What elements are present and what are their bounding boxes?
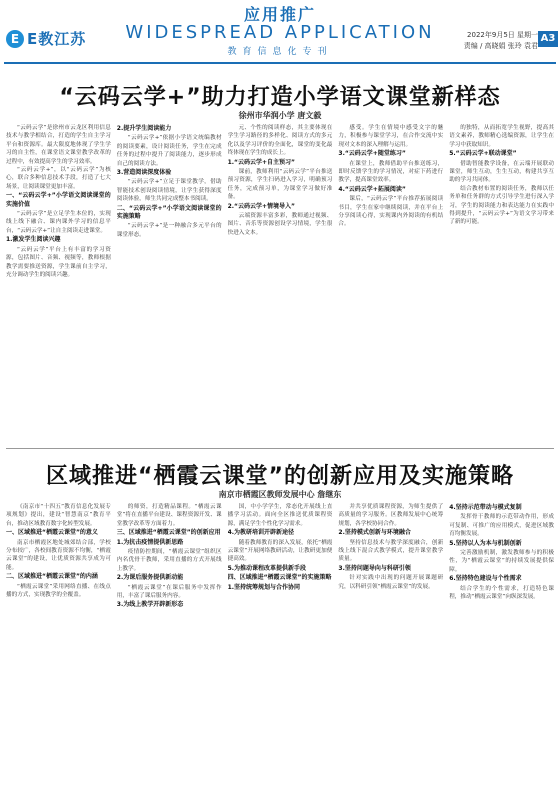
section-heading: 1.激发学生阅读兴趣 (6, 236, 61, 244)
section-heading: 5.坚持以人为本与机制创新 (449, 539, 522, 547)
section-heading: 一、“云码云学+”小学语文阅读课堂的实施价值 (6, 192, 111, 208)
section-heading: 2.坚持模式创新与环境融合 (338, 529, 411, 537)
paragraph: “栖霞云课堂”在课后服务中发挥作用，丰富了课后服务内容。 (116, 584, 222, 600)
paragraph: 坚持信息技术与教学深度融合，创新线上线下混合式教学模式，提升课堂教学质量。 (338, 539, 444, 563)
paragraph: 课后，“云码云学”平台推荐拓展阅读书目，学生在家中继续阅读，并在平台上分享阅读心得，实现课内外阅读的有机结合。 (338, 196, 444, 228)
paragraph: “云码云学”是立足学生本位的，实现线上线下融合、课内课外学习的信息平台，“云码云学+”让自主阅读走进课堂。 (6, 211, 111, 234)
section-heading: 2.提升学生阅读能力 (116, 125, 172, 132)
section-heading: 4.坚持示范带动与模式复制 (449, 504, 522, 511)
section-heading: 3.为线上教学开辟新形态 (116, 601, 184, 609)
section-heading: 一、区域推进“栖霞云课堂”的意义 (6, 529, 98, 537)
paragraph: “云码云学”平台上有丰富的学习资源，包括图片、音频、视频等，教师根据教学需要推送资源，学生课前自主学习，充分调动学生的阅读兴趣。 (6, 246, 111, 278)
paragraph: 课前，教师利用“云码云学”平台推送预习资源，学生扫码进入学习，明确预习任务，完成预习单，为课堂学习做好准备。 (227, 169, 333, 201)
article1-col (449, 124, 554, 442)
section-heading: 二、区域推进“栖霞云课堂”的内涵 (6, 573, 98, 581)
paragraph: 元、个性的阅读样态，其主要体现在学生学习路径的多样化、阅读方式的多元化以及学习评价的全面化，课堂的变化最终体现在学生的成长上。 (227, 125, 333, 157)
section-heading: 5.“云码云学+联动课堂” (449, 150, 517, 158)
header-rule (4, 62, 556, 64)
section-title: 应用推广 (243, 5, 316, 24)
article-divider (6, 448, 554, 449)
article2-col (6, 503, 111, 801)
section-heading: 4.为教研培训开辟新途径 (227, 529, 295, 537)
paragraph: 感受。学生在情境中感受文字的魅力，积极参与课堂学习，在合作交流中实现对文本的深入理解与运用。 (338, 125, 444, 148)
section-heading: 2.“云码云学+情境导入” (227, 202, 295, 210)
article1-col (338, 124, 443, 442)
paragraph: “云码云学+”是一种融合多元平台的课堂形态。 (116, 223, 222, 238)
section-heading: 1.坚持统筹规划与合作协同 (227, 583, 301, 591)
paragraph: 并共享优质课程资源，为师生提供了高质量的学习服务。区教师发展中心统筹规划，各学校协同合作。 (338, 504, 444, 527)
paragraph: “栖霞云课堂”采用网络直播、在线点播的方式，实现教学的全覆盖。 (6, 583, 111, 599)
section-heading: 5.为推动课程改革提供新手段 (227, 564, 307, 572)
logo-icon: E (6, 30, 24, 48)
paragraph: 的师资，打造精品课程。“栖霞云课堂”将在直播平台建设、课程资源开发、课堂教学改革等方面着力。 (116, 504, 222, 527)
paragraph: 完善激励机制，激发教师参与的积极性，为“栖霞云课堂”的持续发展提供保障。 (449, 550, 554, 573)
article2-title: 区域推进“栖霞云课堂”的创新应用及实施策略 (46, 464, 514, 489)
paragraph: 疫情防控期间，“栖霞云课堂”组织区内名优骨干教师，采用直播的方式开展线上教学。 (116, 549, 222, 572)
article1-title: “云码云学+”助力打造小学语文课堂新样态 (59, 85, 501, 110)
paragraph: 《南京市“十四五”教育信息化发展专项规划》提出，建设“智慧南京”教育平台，推动区域教育数字化转型发展。 (6, 504, 111, 527)
article1-col (228, 124, 333, 442)
paragraph: 在课堂上，教师借助平台推送练习，即时反馈学生的学习情况，对症下药进行教学，提高课堂效率。 (338, 160, 444, 184)
paragraph: 国，中小学学生，常态化开展线上直播学习活动。面向全区推送优质课程资源，满足学生个性化学习需求。 (227, 504, 333, 527)
paragraph: “云码云学+”依据小学语文统编教材的阅读要素，设计阅读任务，学生在完成任务的过程中提升了阅读能力，逐步形成自己的阅读方法。 (116, 135, 222, 167)
paragraph: 南京市栖霞区地处城郊结合部，学校分布较广，各校间教育资源不均衡，“栖霞云课堂”的建设，让优质资源共享成为可能。 (6, 539, 111, 571)
section-heading: 2.为课后服务提供新动能 (116, 574, 184, 582)
article1-col (6, 124, 111, 442)
article2-col (338, 503, 443, 801)
section-heading: 4.“云码云学+拓展阅读” (338, 185, 406, 193)
section-heading: 3.“云码云学+随堂练习” (338, 150, 406, 158)
editors: 责编 / 高晓娟 张玲 袁君 (463, 42, 538, 50)
section-heading: 6.坚持特色建设与个性需求 (449, 575, 522, 583)
paragraph: 云端资源丰富多彩，教师通过视频、图片、音乐等资源创设学习情境，学生很快进入文本。 (227, 213, 333, 236)
article2-author: 南京市栖霞区教师发展中心 詹继东 (218, 490, 342, 499)
section-heading: 3.营造阅读深度体验 (116, 169, 172, 177)
section-subtitle: 教育信息化专刊 (227, 47, 333, 57)
paragraph: 结合教材布置的阅读任务，教师以任务单和任务群的方式引导学生进行深入学习，学生的阅读能力和表达能力在实践中得到提升，“云码云学+”为语文学习带来了新的可能。 (449, 185, 554, 226)
section-heading: 1.“云码云学+自主预习” (227, 158, 295, 166)
paragraph: 结合学生的个性需求，打造特色课程，推动“栖霞云课堂”向纵深发展。 (449, 585, 554, 601)
paragraph: “云码云学+”立足于课堂教学，借助智能技术创设阅读情境，让学生获得深度阅读体验，师生共同完成整本书阅读。 (116, 179, 222, 203)
paragraph: 借助智能教学设备，在云端开展联动课堂，师生互动，生生互动，构建共享互助的学习共同体。 (449, 160, 554, 184)
article1-author: 徐州市华润小学 唐文毅 (238, 111, 322, 120)
article2-col (228, 503, 333, 801)
paragraph: “云码云学+”，以“云码云学”为核心，联合多种信息技术手段，打造了七大场景，让阅读课堂更加丰富。 (6, 167, 111, 190)
article2-col (117, 503, 222, 801)
paragraph: 的独特，从而拓宽学生视野，提高其语文素养，教师精心选编资源，让学生在学习中获取知识。 (449, 125, 554, 148)
article2-col (449, 503, 554, 801)
issue-meta (464, 30, 538, 52)
article2-body (6, 503, 554, 801)
paragraph: 随着教师教育的深入发展，依托“栖霞云课堂”开展网络教研活动，让教研更加便捷高效。 (227, 539, 333, 563)
section-title-en: WIDESPREAD APPLICATION (125, 22, 435, 43)
section-heading: 四、区域推进“栖霞云课堂”的实施策略 (227, 574, 332, 582)
section-heading: 1.为抗击疫情提供新思路 (116, 538, 184, 546)
issue-date: 2022年9月5日 星期一 (467, 31, 538, 39)
section-heading: 二、“云码云学+”小学语文阅读课堂的实施策略 (116, 204, 222, 221)
logo-text: E教江苏 (27, 30, 87, 48)
paragraph: 发挥骨干教师的示范带动作用，形成可复制、可推广的应用模式，促进区域教育均衡发展。 (449, 514, 554, 538)
paragraph: “云码云学”是徐州市云龙区利用信息技术与教学相结合，打造的学生自主学习平台和资源库。最大限度地体现了学生学习的自主性，在课堂语文课堂教学改革的过程中，有效提高学生的学习效率。 (6, 125, 111, 165)
section-heading: 3.坚持问题导向与科研引领 (338, 564, 411, 572)
article1-col (117, 124, 222, 442)
section-heading: 三、区域推进“栖霞云课堂”的创新应用 (116, 529, 221, 537)
paragraph: 针对实践中出现的问题开展课题研究，以科研引领“栖霞云课堂”的发展。 (338, 575, 444, 590)
article1-body (6, 124, 554, 442)
page-header (0, 0, 560, 64)
page-number: A3 (538, 31, 558, 47)
